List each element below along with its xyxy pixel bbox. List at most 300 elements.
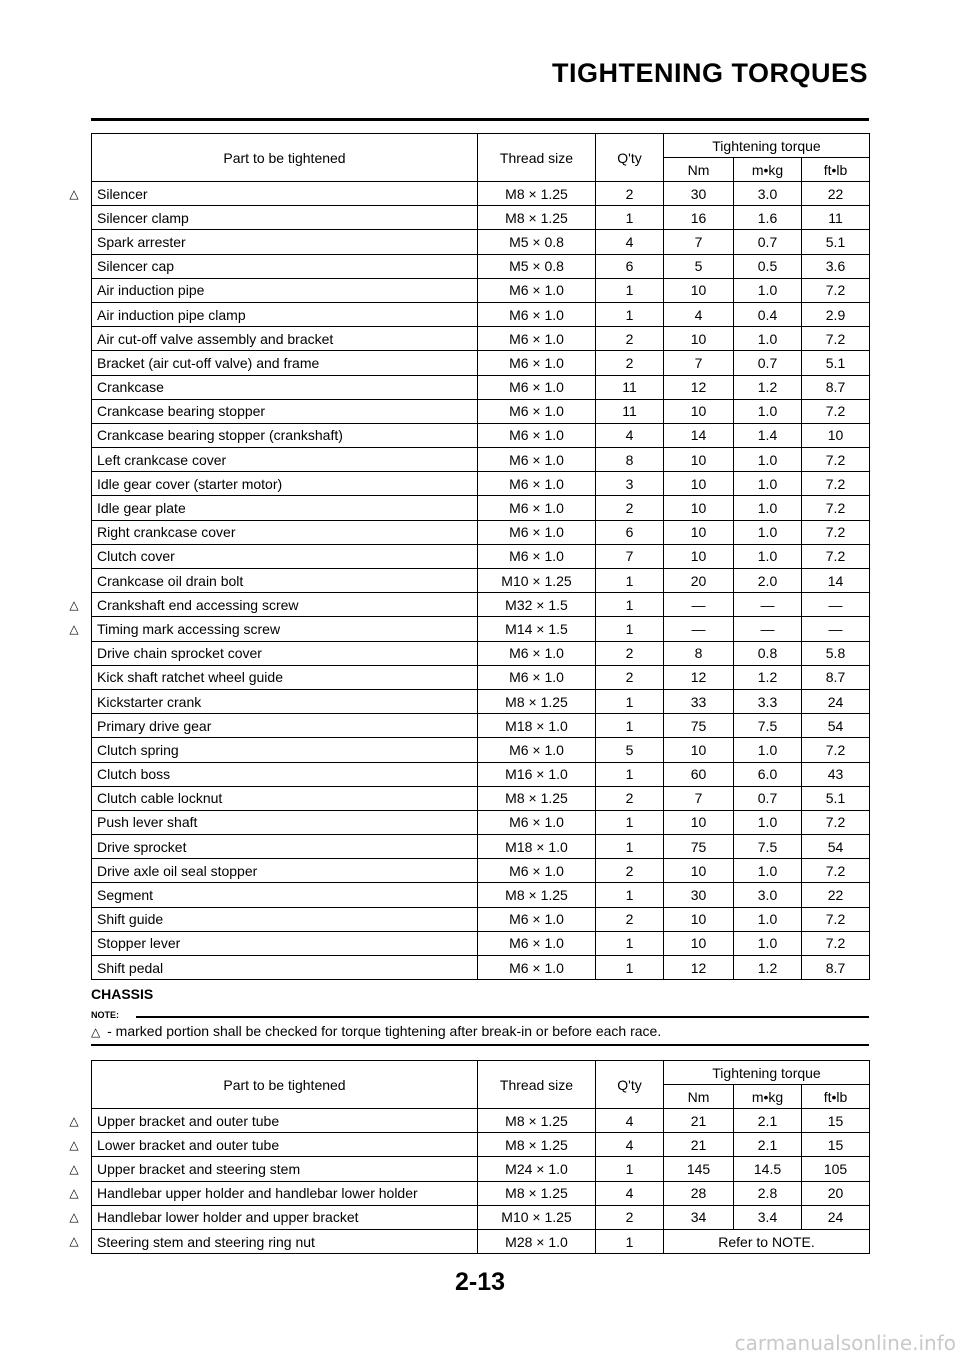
table-row [92,1133,870,1157]
part-cell: Drive chain sprocket cover [92,641,478,665]
torque-nm-cell: 10 [664,544,734,568]
torque-mkg-cell: 1.6 [734,206,802,230]
torque-ftlb-cell: 24 [802,689,870,713]
torque-nm-cell: 10 [664,810,734,834]
torque-nm-cell: 33 [664,689,734,713]
qty-cell: 1 [596,714,664,738]
table-row [92,714,870,738]
thread-size-cell: M8 × 1.25 [478,182,596,206]
qty-cell: 1 [596,931,664,955]
qty-cell: 2 [596,641,664,665]
table-row [92,472,870,496]
table-row [92,230,870,254]
torque-mkg-cell: 1.0 [734,399,802,423]
torque-mkg-cell: 7.5 [734,835,802,859]
qty-cell: 2 [596,351,664,375]
torque-nm-cell: — [664,593,734,617]
torque-nm-cell: 34 [664,1205,734,1229]
thread-size-cell: M18 × 1.0 [478,714,596,738]
triangle-mark-icon: △ [69,186,79,201]
table-row [92,810,870,834]
engine-table-body [92,182,870,980]
qty-cell: 2 [596,665,664,689]
header-nm: Nm [664,158,734,182]
part-cell: Crankcase [92,375,478,399]
thread-size-cell: M8 × 1.25 [478,883,596,907]
torque-ftlb-cell: 8.7 [802,375,870,399]
qty-cell: 2 [596,1205,664,1229]
qty-cell: 6 [596,520,664,544]
qty-cell: 2 [596,859,664,883]
torque-nm-cell: 21 [664,1133,734,1157]
torque-ftlb-cell: 5.1 [802,230,870,254]
qty-cell: 4 [596,1133,664,1157]
thread-size-cell: M8 × 1.25 [478,786,596,810]
torque-ftlb-cell: 3.6 [802,254,870,278]
torque-nm-cell: 10 [664,472,734,496]
torque-mkg-cell: 1.0 [734,496,802,520]
torque-nm-cell: 28 [664,1181,734,1205]
part-cell: Steering stem and steering ring nut [92,1229,478,1253]
torque-mkg-cell: 7.5 [734,714,802,738]
header-mkg: m•kg [734,158,802,182]
torque-mkg-cell: — [734,593,802,617]
table-row [92,1109,870,1133]
table-row [92,956,870,980]
thread-size-cell: M5 × 0.8 [478,254,596,278]
torque-mkg-cell: 1.2 [734,375,802,399]
table-row [92,254,870,278]
qty-cell: 2 [596,182,664,206]
table-row [92,496,870,520]
part-cell: Drive axle oil seal stopper [92,859,478,883]
torque-nm-cell: 8 [664,641,734,665]
torque-ftlb-cell: 7.2 [802,738,870,762]
thread-size-cell: M8 × 1.25 [478,206,596,230]
part-cell: Kick shaft ratchet wheel guide [92,665,478,689]
thread-size-cell: M6 × 1.0 [478,859,596,883]
torque-ftlb-cell: 105 [802,1157,870,1181]
thread-size-cell: M14 × 1.5 [478,617,596,641]
torque-nm-cell: 12 [664,665,734,689]
table-row [92,399,870,423]
header-tightening-torque: Tightening torque [664,1061,870,1085]
torque-nm-cell: 10 [664,278,734,302]
table-row [92,544,870,568]
torque-ftlb-cell: 8.7 [802,665,870,689]
torque-nm-cell: 10 [664,520,734,544]
thread-size-cell: M10 × 1.25 [478,1205,596,1229]
part-cell: Stopper lever [92,931,478,955]
torque-mkg-cell: 3.0 [734,182,802,206]
watermark: carmanualsonline.info [734,1331,956,1355]
qty-cell: 1 [596,956,664,980]
torque-ftlb-cell: 7.2 [802,810,870,834]
torque-ftlb-cell: 7.2 [802,399,870,423]
qty-cell: 1 [596,762,664,786]
table-row [92,689,870,713]
thread-size-cell: M5 × 0.8 [478,230,596,254]
table-row [92,423,870,447]
qty-cell: 4 [596,230,664,254]
thread-size-cell: M10 × 1.25 [478,569,596,593]
title-rule [91,118,869,121]
torque-ftlb-cell: 54 [802,835,870,859]
part-cell: Drive sprocket [92,835,478,859]
part-cell: Clutch cover [92,544,478,568]
torque-nm-cell: 60 [664,762,734,786]
table-row [92,738,870,762]
table-row [92,665,870,689]
torque-nm-cell: 10 [664,907,734,931]
header-tightening-torque: Tightening torque [664,134,870,158]
chassis-torque-table [91,1060,870,1254]
part-cell: Spark arrester [92,230,478,254]
torque-mkg-cell: 2.8 [734,1181,802,1205]
qty-cell: 6 [596,254,664,278]
qty-cell: 1 [596,810,664,834]
table-row [92,448,870,472]
qty-cell: 2 [596,907,664,931]
thread-size-cell: M8 × 1.25 [478,689,596,713]
thread-size-cell: M8 × 1.25 [478,1133,596,1157]
torque-mkg-cell: 1.0 [734,738,802,762]
torque-mkg-cell: 1.0 [734,810,802,834]
table-row [92,375,870,399]
note-bottom-rule [91,1044,869,1046]
qty-cell: 1 [596,302,664,326]
torque-mkg-cell: 1.0 [734,327,802,351]
part-cell: Air induction pipe clamp [92,302,478,326]
torque-mkg-cell: 1.0 [734,520,802,544]
thread-size-cell: M8 × 1.25 [478,1109,596,1133]
triangle-mark-icon: △ [69,1234,79,1249]
table-row [92,835,870,859]
thread-size-cell: M24 × 1.0 [478,1157,596,1181]
torque-ftlb-cell: 10 [802,423,870,447]
torque-nm-cell: 30 [664,883,734,907]
torque-ftlb-cell: 15 [802,1109,870,1133]
part-cell: Upper bracket and steering stem [92,1157,478,1181]
triangle-mark-icon: △ [69,597,79,612]
torque-nm-cell: 7 [664,230,734,254]
torque-nm-cell: 145 [664,1157,734,1181]
thread-size-cell: M6 × 1.0 [478,738,596,762]
table-row [92,182,870,206]
qty-cell: 1 [596,278,664,302]
table-row [92,569,870,593]
thread-size-cell: M16 × 1.0 [478,762,596,786]
torque-merged-cell: Refer to NOTE. [664,1229,870,1253]
triangle-mark-icon: △ [69,1186,79,1201]
torque-mkg-cell: 0.7 [734,351,802,375]
thread-size-cell: M6 × 1.0 [478,956,596,980]
qty-cell: 1 [596,1229,664,1253]
torque-ftlb-cell: 7.2 [802,448,870,472]
part-cell: Air induction pipe [92,278,478,302]
torque-nm-cell: 10 [664,931,734,955]
part-cell: Clutch boss [92,762,478,786]
qty-cell: 2 [596,327,664,351]
chassis-table-body [92,1109,870,1254]
part-cell: Right crankcase cover [92,520,478,544]
part-cell: Idle gear plate [92,496,478,520]
part-cell: Silencer cap [92,254,478,278]
torque-ftlb-cell: 11 [802,206,870,230]
torque-ftlb-cell: 5.8 [802,641,870,665]
table-row [92,1205,870,1229]
table-row [92,206,870,230]
table-row [92,351,870,375]
part-cell: Idle gear cover (starter motor) [92,472,478,496]
thread-size-cell: M6 × 1.0 [478,351,596,375]
thread-size-cell: M6 × 1.0 [478,302,596,326]
note-body: - marked portion shall be checked for torque tightening after break-in or before each race. [107,1023,662,1039]
part-cell: Silencer clamp [92,206,478,230]
thread-size-cell: M6 × 1.0 [478,665,596,689]
thread-size-cell: M6 × 1.0 [478,278,596,302]
thread-size-cell: M6 × 1.0 [478,907,596,931]
table-row [92,1157,870,1181]
torque-ftlb-cell: 7.2 [802,859,870,883]
qty-cell: 2 [596,786,664,810]
triangle-mark-icon: △ [69,1161,79,1176]
part-cell: Handlebar lower holder and upper bracket [92,1205,478,1229]
part-cell: Timing mark accessing screw [92,617,478,641]
page-number: 2-13 [454,1268,506,1296]
header-thread-size: Thread size [478,134,596,182]
part-cell: Lower bracket and outer tube [92,1133,478,1157]
part-cell: Handlebar upper holder and handlebar lower holder [92,1181,478,1205]
table-row [92,907,870,931]
part-cell: Primary drive gear [92,714,478,738]
thread-size-cell: M6 × 1.0 [478,496,596,520]
chassis-section-label: CHASSIS [91,986,154,1002]
torque-mkg-cell: — [734,617,802,641]
torque-nm-cell: 10 [664,327,734,351]
qty-cell: 4 [596,423,664,447]
qty-cell: 1 [596,689,664,713]
torque-ftlb-cell: 20 [802,1181,870,1205]
qty-cell: 4 [596,1109,664,1133]
table-row [92,302,870,326]
thread-size-cell: M6 × 1.0 [478,399,596,423]
thread-size-cell: M8 × 1.25 [478,1181,596,1205]
qty-cell: 3 [596,472,664,496]
thread-size-cell: M6 × 1.0 [478,448,596,472]
part-cell: Segment [92,883,478,907]
torque-mkg-cell: 1.4 [734,423,802,447]
torque-nm-cell: 14 [664,423,734,447]
torque-ftlb-cell: 5.1 [802,786,870,810]
qty-cell: 7 [596,544,664,568]
torque-ftlb-cell: 43 [802,762,870,786]
torque-mkg-cell: 2.0 [734,569,802,593]
thread-size-cell: M6 × 1.0 [478,327,596,351]
table-row [92,762,870,786]
torque-nm-cell: 10 [664,399,734,423]
torque-ftlb-cell: 24 [802,1205,870,1229]
part-cell: Push lever shaft [92,810,478,834]
thread-size-cell: M6 × 1.0 [478,472,596,496]
thread-size-cell: M28 × 1.0 [478,1229,596,1253]
part-cell: Air cut-off valve assembly and bracket [92,327,478,351]
torque-ftlb-cell: 22 [802,883,870,907]
torque-mkg-cell: 3.0 [734,883,802,907]
qty-cell: 1 [596,206,664,230]
table-row [92,617,870,641]
torque-ftlb-cell: 7.2 [802,907,870,931]
qty-cell: 1 [596,569,664,593]
part-cell: Shift pedal [92,956,478,980]
torque-mkg-cell: 0.7 [734,786,802,810]
torque-mkg-cell: 1.0 [734,859,802,883]
part-cell: Shift guide [92,907,478,931]
torque-mkg-cell: 14.5 [734,1157,802,1181]
qty-cell: 1 [596,1157,664,1181]
torque-nm-cell: 7 [664,786,734,810]
torque-mkg-cell: 2.1 [734,1133,802,1157]
torque-nm-cell: 12 [664,956,734,980]
torque-mkg-cell: 3.4 [734,1205,802,1229]
torque-ftlb-cell: 5.1 [802,351,870,375]
torque-ftlb-cell: 54 [802,714,870,738]
torque-mkg-cell: 0.5 [734,254,802,278]
qty-cell: 1 [596,617,664,641]
torque-mkg-cell: 0.7 [734,230,802,254]
torque-ftlb-cell: 7.2 [802,931,870,955]
part-cell: Upper bracket and outer tube [92,1109,478,1133]
qty-cell: 2 [596,496,664,520]
torque-ftlb-cell: 7.2 [802,278,870,302]
triangle-mark-icon: △ [69,1113,79,1128]
torque-mkg-cell: 1.0 [734,448,802,472]
thread-size-cell: M6 × 1.0 [478,520,596,544]
torque-mkg-cell: 0.4 [734,302,802,326]
torque-ftlb-cell: 7.2 [802,520,870,544]
header-mkg: m•kg [734,1085,802,1109]
table-row [92,883,870,907]
triangle-mark-icon: △ [91,1025,101,1039]
torque-nm-cell: 10 [664,496,734,520]
triangle-mark-icon: △ [69,1137,79,1152]
qty-cell: 4 [596,1181,664,1205]
torque-ftlb-cell: 7.2 [802,544,870,568]
table-row [92,641,870,665]
torque-mkg-cell: 1.0 [734,278,802,302]
torque-ftlb-cell: — [802,593,870,617]
table-row [92,327,870,351]
torque-mkg-cell: 3.3 [734,689,802,713]
thread-size-cell: M32 × 1.5 [478,593,596,617]
header-part: Part to be tightened [92,1061,478,1109]
part-cell: Crankcase bearing stopper (crankshaft) [92,423,478,447]
table-row [92,786,870,810]
part-cell: Crankcase oil drain bolt [92,569,478,593]
torque-nm-cell: 10 [664,448,734,472]
table-row [92,859,870,883]
torque-mkg-cell: 1.0 [734,907,802,931]
qty-cell: 1 [596,883,664,907]
torque-ftlb-cell: 15 [802,1133,870,1157]
qty-cell: 8 [596,448,664,472]
header-part: Part to be tightened [92,134,478,182]
torque-nm-cell: 12 [664,375,734,399]
torque-mkg-cell: 0.8 [734,641,802,665]
torque-ftlb-cell: 22 [802,182,870,206]
torque-ftlb-cell: 7.2 [802,327,870,351]
torque-mkg-cell: 1.0 [734,544,802,568]
qty-cell: 11 [596,399,664,423]
torque-ftlb-cell: 8.7 [802,956,870,980]
torque-nm-cell: 16 [664,206,734,230]
table-row [92,520,870,544]
torque-nm-cell: — [664,617,734,641]
header-qty: Q'ty [596,134,664,182]
part-cell: Left crankcase cover [92,448,478,472]
qty-cell: 1 [596,593,664,617]
torque-nm-cell: 21 [664,1109,734,1133]
note-text [91,1023,661,1039]
qty-cell: 1 [596,835,664,859]
thread-size-cell: M6 × 1.0 [478,810,596,834]
note-label: NOTE: [91,1010,119,1020]
part-cell: Clutch spring [92,738,478,762]
header-qty: Q'ty [596,1061,664,1109]
torque-nm-cell: 20 [664,569,734,593]
thread-size-cell: M18 × 1.0 [478,835,596,859]
engine-torque-table [91,133,870,980]
torque-ftlb-cell: 7.2 [802,496,870,520]
thread-size-cell: M6 × 1.0 [478,931,596,955]
qty-cell: 5 [596,738,664,762]
torque-ftlb-cell: 2.9 [802,302,870,326]
page-title: TIGHTENING TORQUES [551,58,868,88]
table-row [92,931,870,955]
part-cell: Crankcase bearing stopper [92,399,478,423]
part-cell: Kickstarter crank [92,689,478,713]
header-ftlb: ft•lb [802,158,870,182]
thread-size-cell: M6 × 1.0 [478,544,596,568]
torque-nm-cell: 30 [664,182,734,206]
part-cell: Clutch cable locknut [92,786,478,810]
torque-mkg-cell: 1.2 [734,665,802,689]
torque-ftlb-cell: — [802,617,870,641]
part-cell: Bracket (air cut-off valve) and frame [92,351,478,375]
table-row [92,593,870,617]
thread-size-cell: M6 × 1.0 [478,641,596,665]
torque-mkg-cell: 1.0 [734,931,802,955]
torque-nm-cell: 75 [664,714,734,738]
torque-ftlb-cell: 14 [802,569,870,593]
torque-nm-cell: 4 [664,302,734,326]
header-ftlb: ft•lb [802,1085,870,1109]
torque-mkg-cell: 1.2 [734,956,802,980]
torque-mkg-cell: 2.1 [734,1109,802,1133]
table-row [92,1181,870,1205]
torque-ftlb-cell: 7.2 [802,472,870,496]
torque-mkg-cell: 1.0 [734,472,802,496]
triangle-mark-icon: △ [69,1210,79,1225]
torque-nm-cell: 5 [664,254,734,278]
thread-size-cell: M6 × 1.0 [478,375,596,399]
header-thread-size: Thread size [478,1061,596,1109]
note-rule [136,1016,869,1018]
part-cell: Crankshaft end accessing screw [92,593,478,617]
header-nm: Nm [664,1085,734,1109]
torque-nm-cell: 75 [664,835,734,859]
torque-mkg-cell: 6.0 [734,762,802,786]
